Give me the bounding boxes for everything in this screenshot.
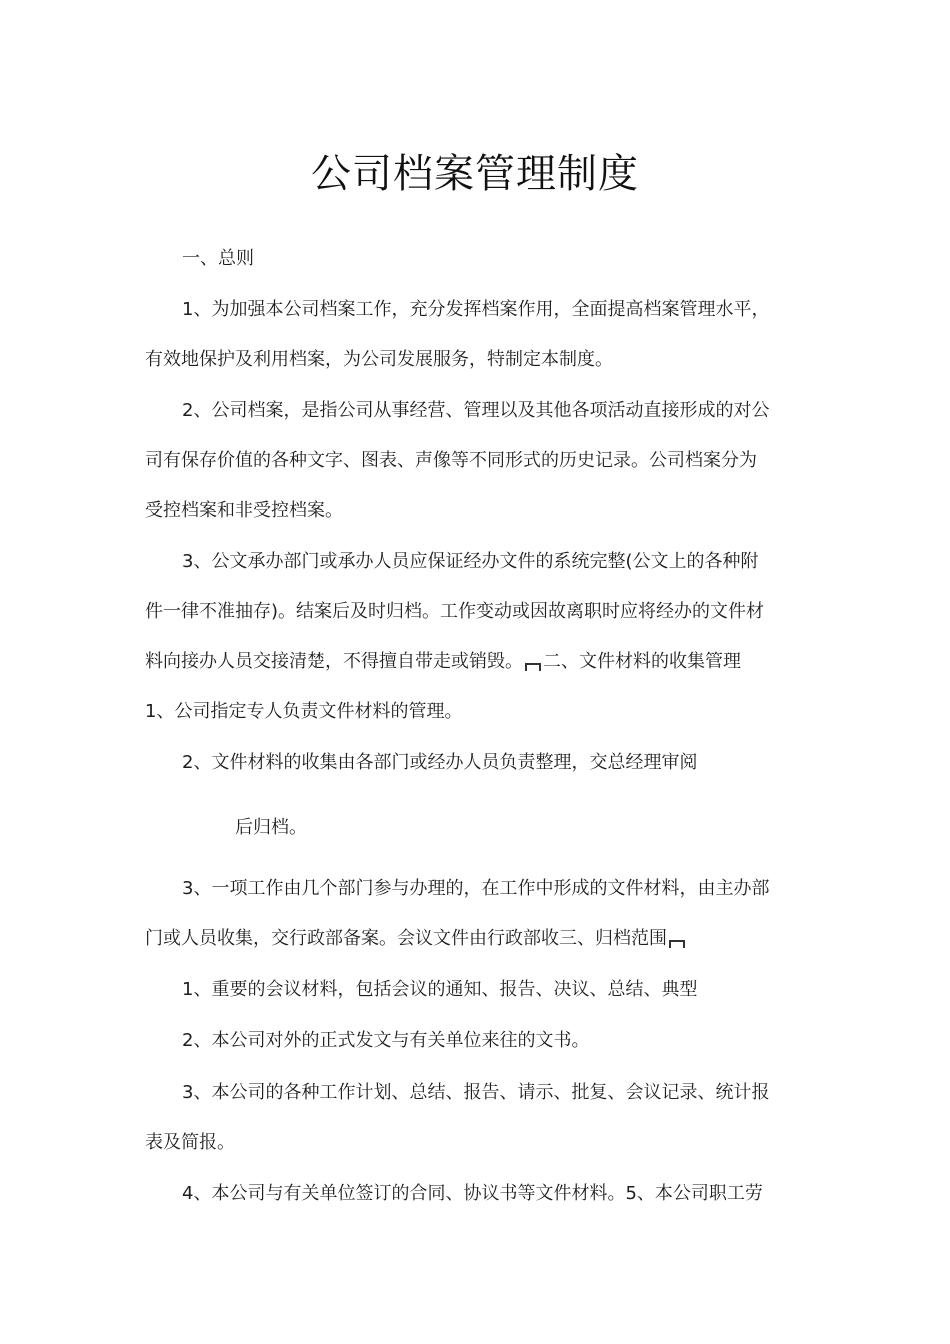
- bracket-mark-icon: [525, 663, 541, 671]
- bracket-mark-icon: [669, 940, 685, 948]
- paragraph-line: [145, 649, 815, 675]
- paragraph-line: 3、一项工作由几个部门参与办理的，在工作中形成的文件材料，由主办部: [182, 878, 770, 899]
- paragraph-line: 3、公文承办部门或承办人员应保证经办文件的系统完整(公文上的各种附: [182, 551, 759, 572]
- paragraph-line: 司有保存价值的各种文字、图表、声像等不同形式的历史记录。公司档案分为: [145, 450, 757, 471]
- paragraph-line: 件一律不准抽存)。结案后及时归档。工作变动或因故离职时应将经办的文件材: [145, 601, 765, 622]
- section-heading-collection: 二、文件材料的收集管理: [543, 651, 741, 672]
- paragraph-line: 1、公司指定专人负责文件材料的管理。: [145, 701, 463, 722]
- paragraph-line: 2、本公司对外的正式发文与有关单位来往的文书。: [182, 1030, 590, 1051]
- paragraph-line: 受控档案和非受控档案。: [145, 500, 343, 521]
- paragraph-line: 1、重要的会议材料，包括会议的通知、报告、决议、总结、典型: [182, 979, 698, 1000]
- paragraph-line: 2、公司档案，是指公司从事经营、管理以及其他各项活动直接形成的对公: [182, 400, 770, 421]
- paragraph-line: 4、本公司与有关单位签订的合同、协议书等文件材料。5、本公司职工劳: [182, 1183, 763, 1204]
- paragraph-line: [145, 926, 815, 952]
- paragraph-text: 门或人员收集，交行政部备案。会议文件由行政部收三、归档范围: [145, 928, 667, 949]
- section-heading-general: 一、总则: [182, 248, 254, 269]
- paragraph-line: 2、文件材料的收集由各部门或经办人员负责整理，交总经理审阅: [182, 752, 698, 773]
- paragraph-line: 表及简报。: [145, 1132, 235, 1153]
- document-title: 公司档案管理制度: [311, 151, 639, 197]
- paragraph-line: 3、本公司的各种工作计划、总结、报告、请示、批复、会议记录、统计报: [182, 1082, 770, 1103]
- paragraph-line: 后归档。: [235, 817, 307, 838]
- paragraph-text: 料向接办人员交接清楚，不得擅自带走或销毁。: [145, 651, 523, 672]
- paragraph-line: 有效地保护及利用档案，为公司发展服务，特制定本制度。: [145, 349, 613, 370]
- paragraph-line: 1、为加强本公司档案工作，充分发挥档案作用，全面提高档案管理水平，: [182, 299, 770, 320]
